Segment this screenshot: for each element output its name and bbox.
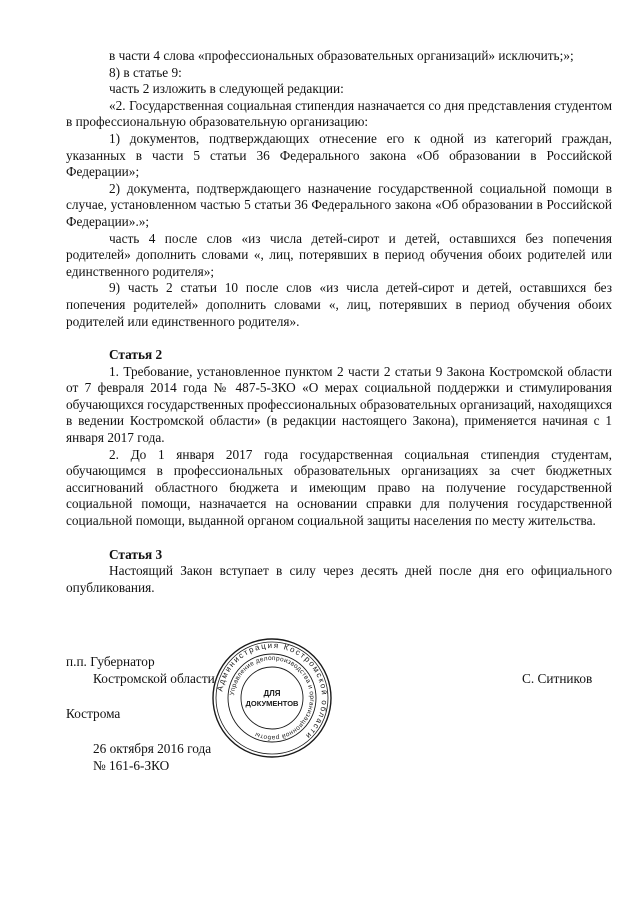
official-stamp: [210, 636, 334, 760]
body-paragraph: «2. Государственная социальная стипендия назначается со дня представления студентом в профессиональную образовательную организацию:: [66, 97, 612, 130]
signature-position-line1: п.п. Губернатор: [66, 654, 155, 669]
article-3-paragraph: Настоящий Закон вступает в силу через десять дней после дня его официального опубликования.: [66, 563, 612, 595]
body-paragraph: часть 4 после слов «из числа детей-сирот и детей, оставшихся без попечения родителей» дополнить словами «, лиц, потерявших в период обучения обоих родителей или единственного родителя»;: [66, 230, 612, 279]
stamp-center-line1: ДЛЯ: [263, 689, 281, 698]
article-2-title: Статья 2: [109, 347, 163, 363]
signing-date: 26 октября 2016 года: [93, 741, 212, 756]
signing-city: Кострома: [66, 706, 121, 721]
body-paragraph: часть 2 изложить в следующей редакции:: [109, 81, 344, 97]
article-3-title: Статья 3: [109, 546, 163, 562]
signature-name: С. Ситников: [522, 671, 593, 686]
body-paragraph: 8) в статье 9:: [109, 64, 182, 80]
stamp-center-line2: ДОКУМЕНТОВ: [245, 699, 299, 708]
body-paragraph: в части 4 слова «профессиональных образовательных организаций» исключить;»;: [109, 48, 574, 63]
law-number: № 161-6-ЗКО: [93, 758, 170, 773]
document-body: [66, 48, 612, 596]
stamp-inner-text: Управление делопроизводства и организационной работы: [229, 654, 316, 742]
stamp-outer-text: Администрация Костромской области: [215, 640, 330, 742]
article-2-paragraph: 2. До 1 января 2017 года государственная социальная стипендия студентам, обучающимся в профессиональных образовательных организациях за счет бюджетных ассигнований областного бюджета и имеющим право на получение государственной социальной помощи, назначается на основании справки для получения государственной социальной помощи, выданной органом социальной защиты населения по месту жительства.: [66, 446, 612, 529]
signature-position-line2: Костромской области: [93, 671, 215, 686]
article-2-paragraph: 1. Требование, установленное пунктом 2 части 2 статьи 9 Закона Костромской области от 7 февраля 2014 года № 487-5-ЗКО «О мерах социальной поддержки и стимулирования обучающихся государственных профессиональных образовательных организаций, находящихся в ведении Костромской области» (в редакции настоящего Закона), применяется начиная с 1 января 2017 года.: [66, 363, 612, 446]
body-paragraph: 1) документов, подтверждающих отнесение его к одной из категорий граждан, указанных в части 5 статьи 36 Федерального закона «Об образовании в Российской Федерации»;: [66, 130, 612, 180]
body-paragraph: 2) документа, подтверждающего назначение государственной социальной помощи в случае, установленном частью 5 статьи 36 Федерального закона «Об образовании в Российской Федерации».»;: [66, 180, 612, 229]
body-paragraph: 9) часть 2 статьи 10 после слов «из числа детей-сирот и детей, оставшихся без попечения родителей» дополнить словами «, лиц, потерявших в период обучения обоих родителей или единственного родителя».: [66, 280, 612, 329]
